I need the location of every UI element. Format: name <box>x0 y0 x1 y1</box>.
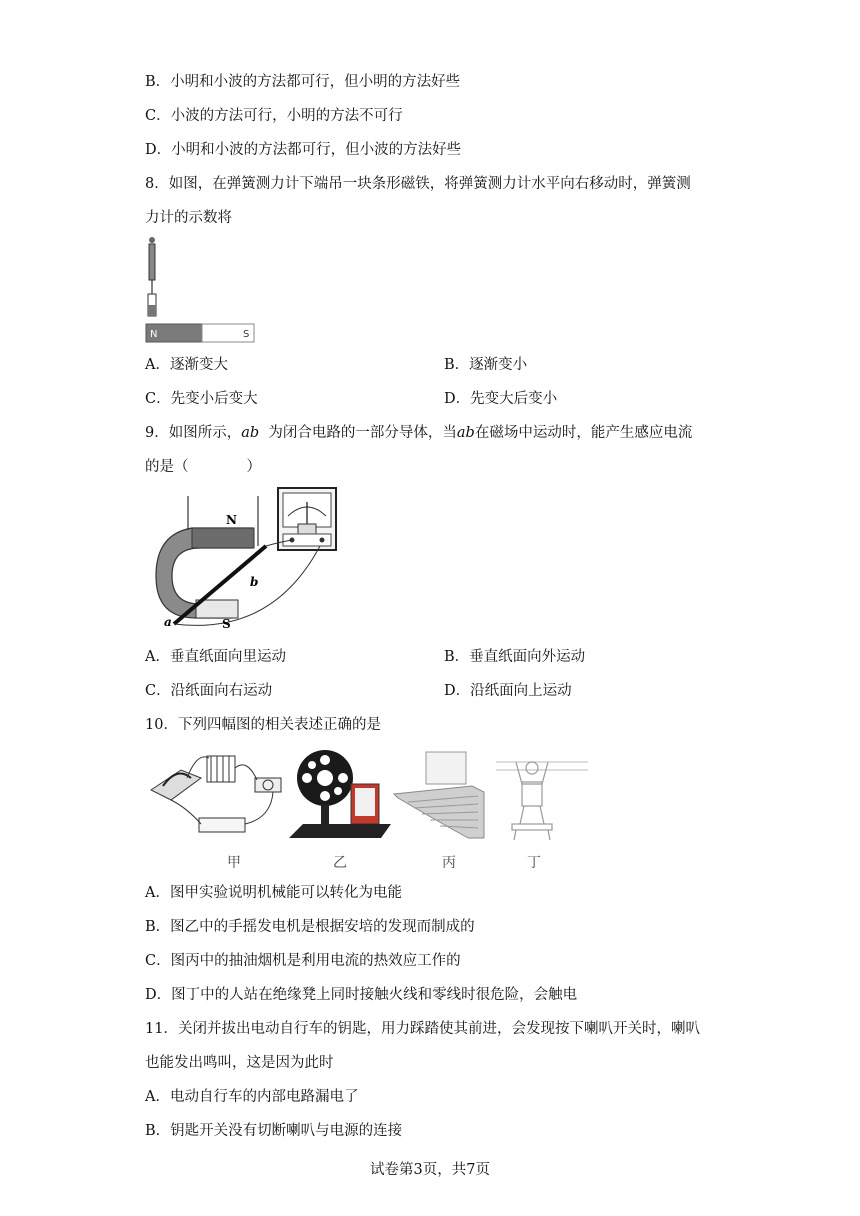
q9-var-ab-2: ab <box>456 425 475 441</box>
q9-stem-pre: 9．如图所示， <box>145 425 242 441</box>
q9-var-ab: ab <box>241 425 260 441</box>
q9-option-a: A．垂直纸面向里运动 <box>145 649 286 665</box>
q9-option-b: B．垂直纸面向外运动 <box>444 649 586 665</box>
q10-caption-bing: 丙 <box>442 855 456 871</box>
q10-figure-bing-range-hood <box>392 748 490 846</box>
q8-option-b: B．逐渐变小 <box>444 357 528 373</box>
q10-option-d: D．图丁中的人站在绝缘凳上同时接触火线和零线时很危险，会触电 <box>145 987 578 1003</box>
q9-stem2-post: ） <box>246 459 261 475</box>
q9-option-d: D．沿纸面向上运动 <box>444 683 572 699</box>
q11-option-b: B．钥匙开关没有切断喇叭与电源的连接 <box>145 1123 403 1139</box>
q8-option-d: D．先变大后变小 <box>444 391 558 407</box>
q9-label-s: S <box>222 617 231 630</box>
q10-option-a: A．图甲实验说明机械能可以转化为电能 <box>145 885 402 901</box>
q8-stem-line1: 8．如图，在弹簧测力计下端吊一块条形磁铁，将弹簧测力计水平向右移动时，弹簧测 <box>145 176 691 192</box>
q8-magnet-s-label: S <box>243 329 250 340</box>
q7-option-b: B．小明和小波的方法都可行，但小明的方法好些 <box>145 74 461 90</box>
q7-option-c: C．小波的方法可行，小明的方法不可行 <box>145 108 403 124</box>
q9-stem2-pre: 的是（ <box>145 459 189 475</box>
q9-stem-mid: 为闭合电路的一部分导体，当 <box>268 425 457 441</box>
q10-figure-jia-induction-apparatus <box>147 748 289 848</box>
q9-stem-post: 在磁场中运动时，能产生感应电流 <box>474 425 693 441</box>
q9-label-a: a <box>164 615 172 629</box>
q9-stem-line2 <box>145 457 261 477</box>
q8-spring-scale-magnet-figure <box>145 236 257 346</box>
q8-magnet-n-label: N <box>150 329 158 340</box>
q11-option-a: A．电动自行车的内部电路漏电了 <box>145 1089 359 1105</box>
q8-option-c: C．先变小后变大 <box>145 391 258 407</box>
q10-caption-jia: 甲 <box>227 855 241 871</box>
page-footer: 试卷第3页，共7页 <box>370 1162 490 1178</box>
q8-stem-line2: 力计的示数将 <box>145 210 232 226</box>
q10-caption-ding: 丁 <box>527 855 541 871</box>
q7-option-d: D．小明和小波的方法都可行，但小波的方法好些 <box>145 142 462 158</box>
q9-label-b: b <box>250 575 259 589</box>
q8-option-a: A．逐渐变大 <box>145 357 228 373</box>
q10-option-c: C．图丙中的抽油烟机是利用电流的热效应工作的 <box>145 953 461 969</box>
q11-stem-line2: 也能发出鸣叫，这是因为此时 <box>145 1055 334 1071</box>
q10-figure-ding-person-on-stool <box>494 748 590 846</box>
q10-option-b: B．图乙中的手摇发电机是根据安培的发现而制成的 <box>145 919 475 935</box>
q9-electromagnetic-induction-figure <box>152 486 342 630</box>
q10-stem: 10．下列四幅图的相关表述正确的是 <box>145 717 381 733</box>
q11-stem-line1: 11．关闭并拔出电动自行车的钥匙，用力踩踏使其前进，会发现按下喇叭开关时，喇叭 <box>145 1021 700 1037</box>
q9-option-c: C．沿纸面向右运动 <box>145 683 273 699</box>
q9-stem-line1 <box>145 423 692 443</box>
q10-caption-yi: 乙 <box>333 855 347 871</box>
q10-figure-yi-hand-generator <box>285 748 397 846</box>
q9-label-n: N <box>226 513 237 527</box>
